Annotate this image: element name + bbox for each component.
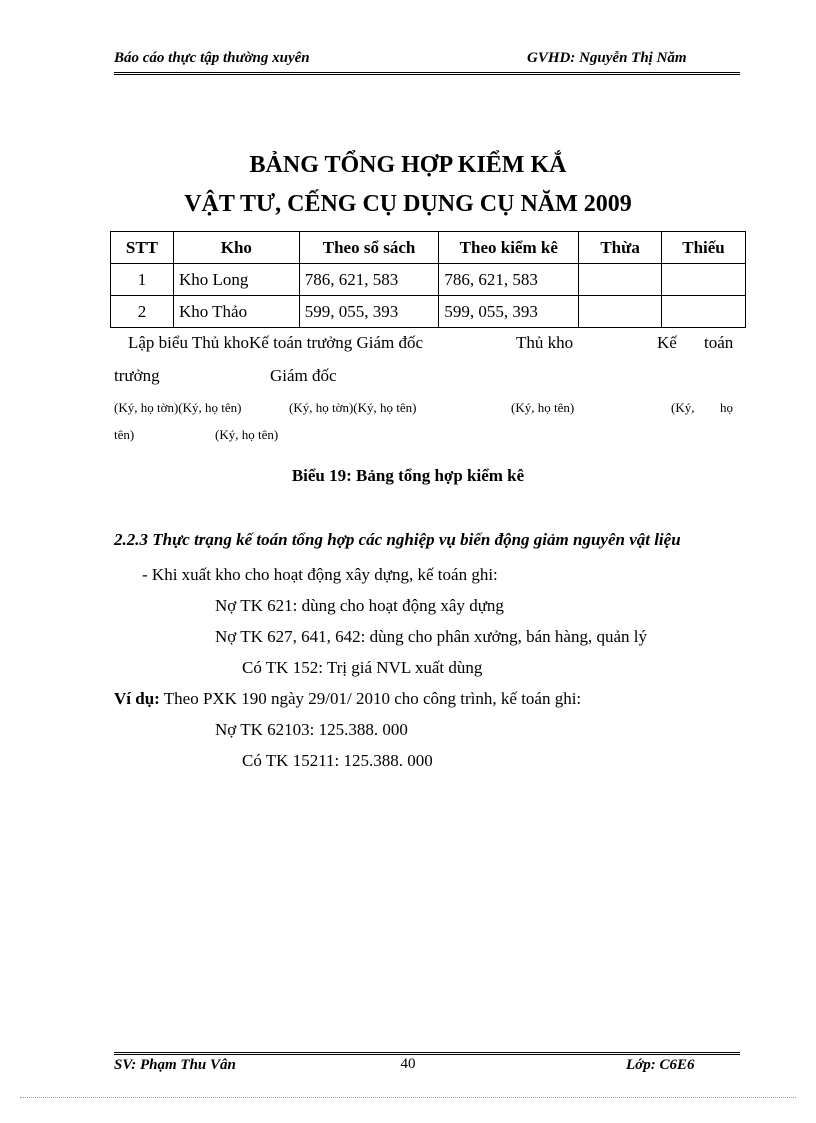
signature-note-c: (Ký, họ tên)	[511, 400, 575, 415]
footer-rule	[114, 1052, 740, 1053]
signature-note-f: tên)	[114, 427, 135, 442]
body-line-3: Nợ TK 627, 641, 642: dùng cho phân xưởng, bán hàng, quản lý	[215, 627, 647, 646]
signature-note-d: (Ký,	[671, 400, 695, 415]
col-header-kho: Kho	[173, 232, 299, 264]
header-right: GVHD: Nguyễn Thị Năm	[527, 50, 687, 66]
page-title-line2: VẬT TƯ, CẾNG CỤ DỤNG CỤ NĂM 2009	[184, 191, 632, 217]
col-header-stt: STT	[111, 232, 174, 264]
signature-note-b: (Ký, họ tờn)(Ký, họ tên)	[289, 400, 417, 415]
header-rule-2	[114, 74, 740, 75]
cell-theo-so-sach: 599, 055, 393	[299, 296, 439, 328]
col-header-theo-so-sach: Theo sổ sách	[299, 232, 439, 264]
header-left: Báo cáo thực tập thường xuyên	[114, 50, 310, 66]
header-rule	[114, 72, 740, 73]
cell-thua	[579, 296, 662, 328]
table-header-row	[111, 232, 746, 264]
page-title-line1: BẢNG TỔNG HỢP KIỂM KẮ	[249, 152, 567, 178]
cell-thieu	[662, 296, 746, 328]
cell-stt: 2	[111, 296, 174, 328]
col-header-thieu: Thiếu	[662, 232, 746, 264]
signature-note-a: (Ký, họ tờn)(Ký, họ tên)	[114, 400, 242, 415]
signature-roles-d: toán	[704, 333, 734, 352]
signature-roles-f: Giám đốc	[270, 366, 337, 385]
signature-roles-e: trưởng	[114, 366, 160, 385]
signature-roles-a: Lập biểu Thủ khoKế toán trưởng Giám đốc	[128, 333, 424, 352]
body-line-5	[114, 689, 581, 709]
example-text: Theo PXK 190 ngày 29/01/ 2010 cho công trình, kế toán ghi:	[159, 689, 582, 708]
page-number: 40	[400, 1056, 416, 1072]
signature-roles-c: Kế	[657, 333, 677, 352]
cell-thieu	[662, 264, 746, 296]
signature-note-e: họ	[720, 400, 733, 415]
body-line-2: Nợ TK 621: dùng cho hoạt động xây dựng	[215, 596, 504, 615]
cell-stt: 1	[111, 264, 174, 296]
inventory-table	[110, 231, 746, 328]
table-caption: Biểu 19: Bảng tổng hợp kiểm kê	[291, 466, 525, 485]
col-header-thua: Thừa	[579, 232, 662, 264]
section-heading: 2.2.3 Thực trạng kế toán tổng hợp các nghiệp vụ biến động giảm nguyên vật liệu	[114, 530, 681, 549]
footer-right: Lớp: C6E6	[626, 1057, 695, 1073]
example-label: Ví dụ:	[114, 689, 160, 708]
body-line-7: Có TK 15211: 125.388. 000	[242, 751, 433, 770]
table-row	[111, 296, 746, 328]
footer-left: SV: Phạm Thu Vân	[114, 1057, 236, 1073]
cell-theo-kiem-ke: 599, 055, 393	[439, 296, 579, 328]
cell-kho: Kho Long	[173, 264, 299, 296]
body-line-6: Nợ TK 62103: 125.388. 000	[215, 720, 408, 739]
body-line-4: Có TK 152: Trị giá NVL xuất dùng	[242, 658, 483, 677]
col-header-theo-kiem-ke: Theo kiểm kê	[439, 232, 579, 264]
page-bottom-border	[20, 1097, 796, 1098]
cell-theo-kiem-ke: 786, 621, 583	[439, 264, 579, 296]
footer-rule-2	[114, 1054, 740, 1055]
signature-note-g: (Ký, họ tên)	[215, 427, 279, 442]
cell-thua	[579, 264, 662, 296]
cell-kho: Kho Thảo	[173, 296, 299, 328]
signature-roles-b: Thủ kho	[516, 333, 574, 352]
body-line-1: - Khi xuất kho cho hoạt động xây dựng, kế toán ghi:	[142, 565, 498, 584]
cell-theo-so-sach: 786, 621, 583	[299, 264, 439, 296]
table-row	[111, 264, 746, 296]
